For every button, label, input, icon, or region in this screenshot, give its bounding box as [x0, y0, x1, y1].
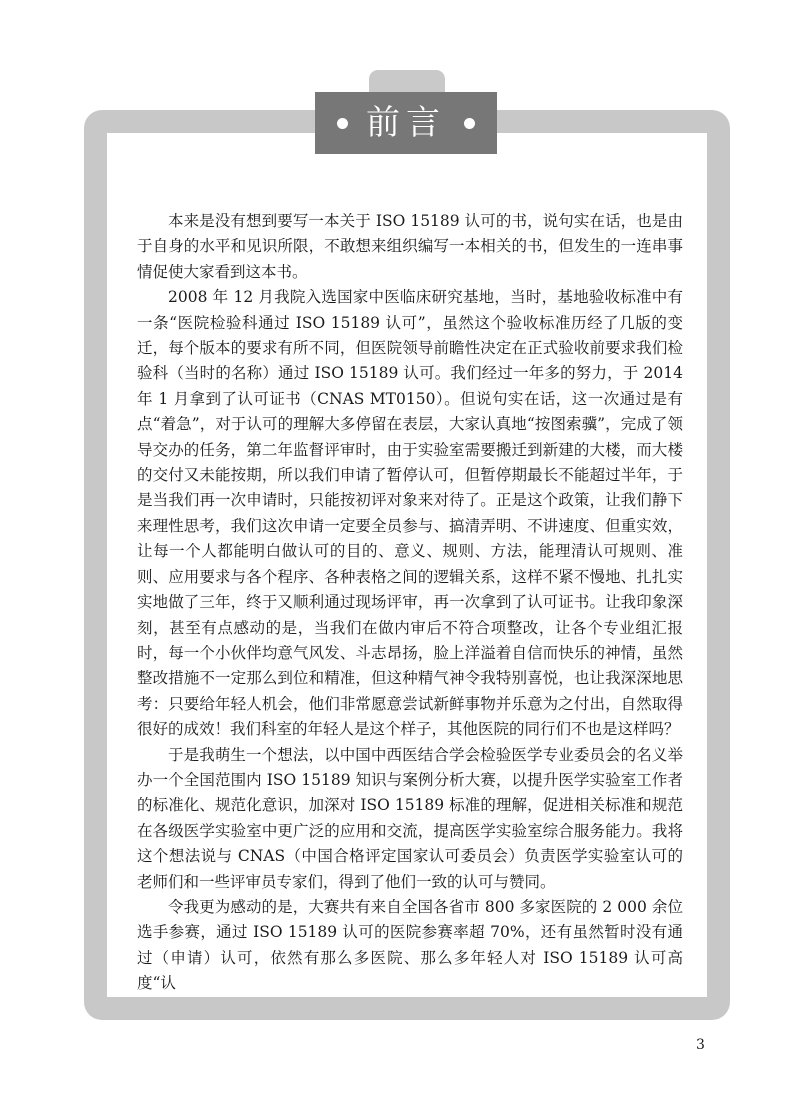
title-banner [315, 92, 497, 154]
page-number: 3 [696, 1037, 705, 1053]
preface-body [137, 209, 683, 997]
page-title: 前言 [366, 103, 446, 143]
paragraph-4: 令我更为感动的是，大赛共有来自全国各省市 800 多家医院的 2 000 余位选手参赛，通过 ISO 15189 认可的医院参赛率超 70%，还有虽然暂时没有通过（申请）认可，依然有那么多医院、那么多年轻人对 ISO 15189 认可高度“认 [137, 897, 683, 993]
paragraph-2: 2008 年 12 月我院入选国家中医临床研究基地，当时，基地验收标准中有一条“医院检验科通过 ISO 15189 认可”，虽然这个验收标准历经了几版的变迁，每个版本的要求有所不同，但医院领导前瞻性决定在正式验收前要求我们检验科（当时的名称）通过 ISO 15189 认可。我们经过一年多的努力，于 2014 年 1 月拿到了认可证书（CNAS MT0150）。但说句实在话，这一次通过是有点“着急”，对于认可的理解大多停留在表层，大家认真地“按图索骥”，完成了领导交办的任务，第二年监督评审时，由于实验室需要搬迁到新建的大楼，而大楼的交付又未能按期，所以我们申请了暂停认可，但暂停期最长不能超过半年，于是当我们再一次申请时，只能按初评对象来对待了。正是这个政策，让我们静下来理性思考，我们这次申请一定要全员参与、搞清弄明、不讲速度、但重实效，让每一个人都能明白做认可的目的、意义、规则、方法，能理清认可规则、准则、应用要求与各个程序、各种表格之间的逻辑关系，这样不紧不慢地、扎扎实实地做了三年，终于又顺利通过现场评审，再一次拿到了认可证书。让我印象深刻，甚至有点感动的是，当我们在做内审后不符合项整改，让各个专业组汇报时，每一个小伙伴均意气风发、斗志昂扬，脸上洋溢着自信而快乐的神情，虽然整改措施不一定那么到位和精准，但这种精气神令我特别喜悦，也让我深深地思考：只要给年轻人机会，他们非常愿意尝试新鲜事物并乐意为之付出，自然取得很好的成效！我们科室的年轻人是这个样子，其他医院的同行们不也是这样吗？ [137, 288, 683, 739]
paragraph-3: 于是我萌生一个想法，以中国中西医结合学会检验医学专业委员会的名义举办一个全国范围内 ISO 15189 知识与案例分析大赛，以提升医学实验室工作者的标准化、规范化意识，加深对 ISO 15189 标准的理解，促进相关标准和规范在各级医学实验室中更广泛的应用和交流，提高医学实验室综合服务能力。我将这个想法说与 CNAS（中国合格评定国家认可委员会）负责医学实验室认可的老师们和一些评审员专家们，得到了他们一致的认可与赞同。 [137, 745, 683, 891]
paragraph-1: 本来是没有想到要写一本关于 ISO 15189 认可的书，说句实在话，也是由于自身的水平和见识所限，不敢想来组织编写一本相关的书，但发生的一连串事情促使大家看到这本书。 [137, 212, 683, 281]
right-dot-icon [464, 118, 475, 129]
left-dot-icon [337, 118, 348, 129]
